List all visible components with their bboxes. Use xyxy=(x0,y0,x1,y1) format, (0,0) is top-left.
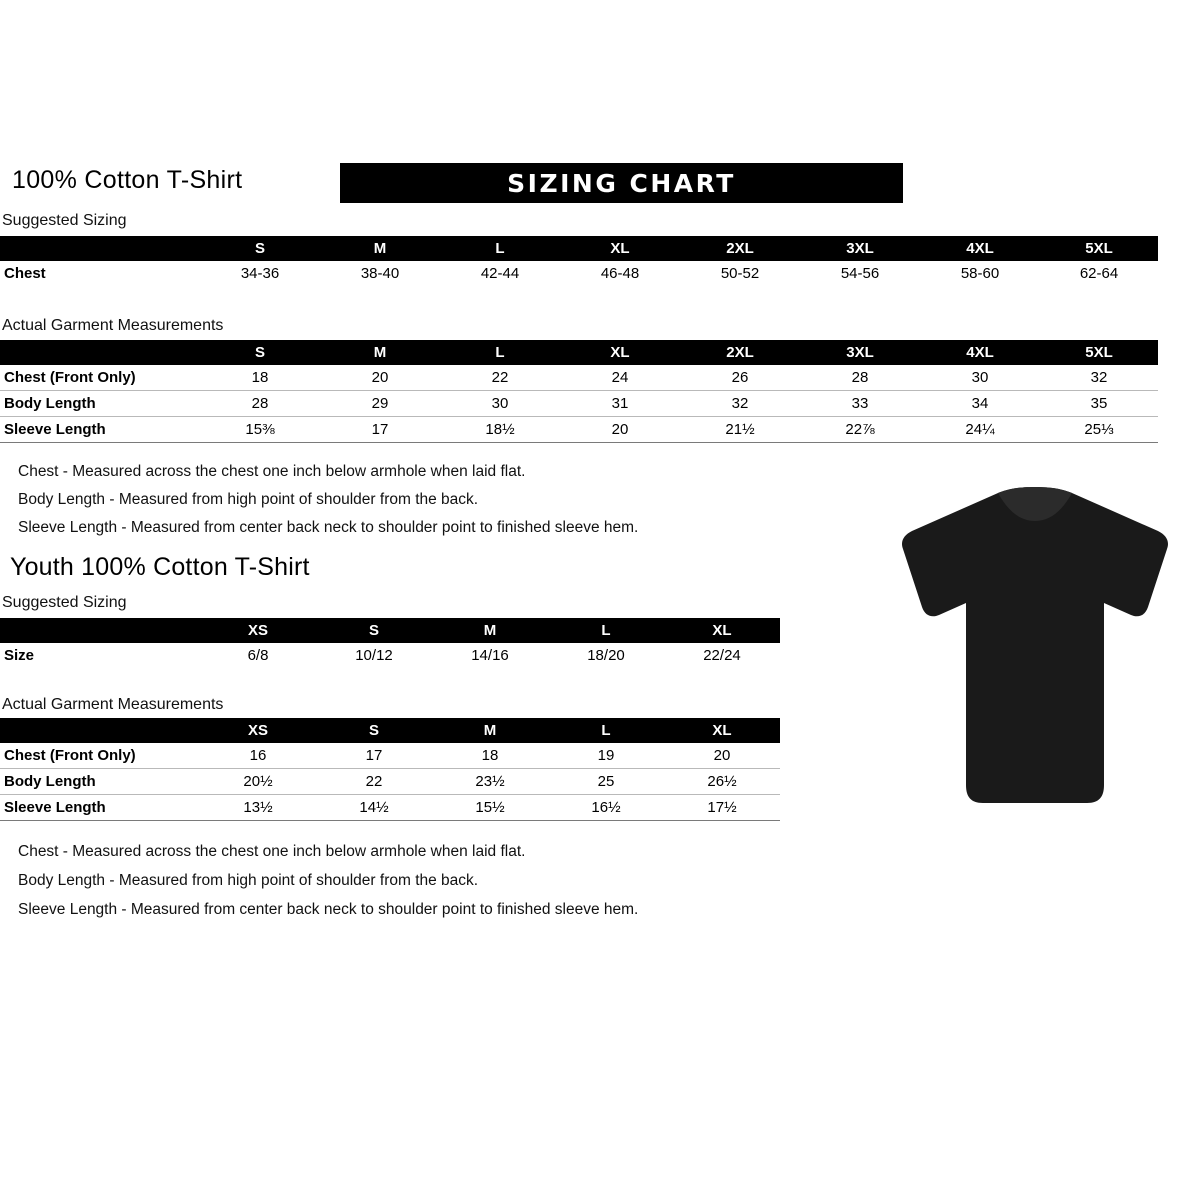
adult-suggested-sizing-table xyxy=(0,236,1158,286)
table-row xyxy=(0,795,780,821)
column-header xyxy=(0,618,200,643)
table-cell: 38-40 xyxy=(360,265,400,282)
column-header: M xyxy=(432,618,548,643)
youth-note-chest: Chest - Measured across the chest one inch below armhole when laid flat. xyxy=(18,843,526,860)
table-header-row xyxy=(0,618,780,643)
column-header: M xyxy=(320,236,440,261)
table-cell: 13½ xyxy=(200,795,316,821)
adult-suggested-sizing-label: Suggested Sizing xyxy=(2,212,127,229)
table-cell: 16½ xyxy=(548,795,664,821)
table-cell: 24¼ xyxy=(920,417,1040,443)
table-header-row xyxy=(0,236,1158,261)
column-header: L xyxy=(440,236,560,261)
table-cell: 42-44 xyxy=(480,265,520,282)
column-header: XS xyxy=(200,718,316,743)
table-cell: 22⅞ xyxy=(800,417,920,443)
table-cell: 10/12 xyxy=(355,647,393,664)
table-row xyxy=(0,769,780,795)
table-cell: 17 xyxy=(316,743,432,769)
youth-section-title: Youth 100% Cotton T-Shirt xyxy=(10,553,310,581)
adult-actual-measurements-label: Actual Garment Measurements xyxy=(2,317,224,334)
table-cell: 14/16 xyxy=(471,647,509,664)
adult-actual-measurements-table xyxy=(0,340,1158,443)
table-cell: 15⅜ xyxy=(200,417,320,443)
table-cell: 28 xyxy=(200,391,320,417)
row-label: Size xyxy=(4,647,35,664)
column-header: 4XL xyxy=(920,236,1040,261)
table-cell: 33 xyxy=(800,391,920,417)
table-cell: 18 xyxy=(432,743,548,769)
table-cell: 16 xyxy=(200,743,316,769)
column-header: 2XL xyxy=(680,340,800,365)
row-label: Sleeve Length xyxy=(0,795,200,821)
column-header xyxy=(0,718,200,743)
table-cell: 25 xyxy=(548,769,664,795)
table-cell: 25⅓ xyxy=(1040,417,1158,443)
table-cell: 26½ xyxy=(664,769,780,795)
column-header: S xyxy=(316,618,432,643)
table-cell: 20 xyxy=(664,743,780,769)
tshirt-icon xyxy=(890,485,1180,815)
column-header: M xyxy=(432,718,548,743)
column-header: XL xyxy=(560,236,680,261)
youth-suggested-sizing-table xyxy=(0,618,780,668)
row-label: Sleeve Length xyxy=(0,417,200,443)
table-cell: 14½ xyxy=(316,795,432,821)
table-cell: 20½ xyxy=(200,769,316,795)
table-cell: 15½ xyxy=(432,795,548,821)
column-header xyxy=(0,340,200,365)
table-cell: 31 xyxy=(560,391,680,417)
table-cell: 19 xyxy=(548,743,664,769)
youth-note-body-length: Body Length - Measured from high point of shoulder from the back. xyxy=(18,872,479,889)
table-cell: 6/8 xyxy=(247,647,269,664)
column-header: 5XL xyxy=(1040,340,1158,365)
table-cell: 22/24 xyxy=(703,647,741,664)
tshirt-illustration xyxy=(890,485,1180,815)
table-cell: 34-36 xyxy=(240,265,280,282)
youth-actual-measurements-label: Actual Garment Measurements xyxy=(2,696,224,713)
table-header-row xyxy=(0,340,1158,365)
table-cell: 32 xyxy=(1040,365,1158,391)
table-cell: 62-64 xyxy=(1079,265,1119,282)
table-row xyxy=(0,365,1158,391)
adult-note-chest: Chest - Measured across the chest one inch below armhole when laid flat. xyxy=(18,463,526,480)
column-header: L xyxy=(548,718,664,743)
table-cell: 17 xyxy=(320,417,440,443)
table-cell: 34 xyxy=(920,391,1040,417)
column-header: S xyxy=(200,340,320,365)
table-cell: 20 xyxy=(320,365,440,391)
table-header-row xyxy=(0,718,780,743)
table-cell: 28 xyxy=(800,365,920,391)
table-cell: 18½ xyxy=(440,417,560,443)
row-label: Body Length xyxy=(0,391,200,417)
table-row xyxy=(0,743,780,769)
column-header: XL xyxy=(560,340,680,365)
adult-note-sleeve-length: Sleeve Length - Measured from center back neck to shoulder point to finished sleeve hem. xyxy=(18,519,639,536)
table-cell: 22 xyxy=(440,365,560,391)
column-header: L xyxy=(440,340,560,365)
column-header: 2XL xyxy=(680,236,800,261)
column-header: M xyxy=(320,340,440,365)
table-cell: 22 xyxy=(316,769,432,795)
table-cell: 58-60 xyxy=(960,265,1000,282)
table-cell: 30 xyxy=(440,391,560,417)
table-cell: 17½ xyxy=(664,795,780,821)
column-header: S xyxy=(316,718,432,743)
adult-section-title: 100% Cotton T-Shirt xyxy=(12,166,243,194)
sizing-chart-banner xyxy=(340,163,903,203)
youth-actual-measurements-table xyxy=(0,718,780,821)
youth-suggested-sizing-label: Suggested Sizing xyxy=(2,594,127,611)
table-cell: 24 xyxy=(560,365,680,391)
column-header xyxy=(0,236,200,261)
column-header: S xyxy=(200,236,320,261)
column-header: XL xyxy=(664,718,780,743)
youth-note-sleeve-length: Sleeve Length - Measured from center back neck to shoulder point to finished sleeve hem. xyxy=(18,901,639,918)
row-label: Chest (Front Only) xyxy=(0,365,200,391)
column-header: L xyxy=(548,618,664,643)
column-header: XL xyxy=(664,618,780,643)
table-row xyxy=(0,643,780,668)
column-header: 4XL xyxy=(920,340,1040,365)
table-cell: 35 xyxy=(1040,391,1158,417)
table-cell: 46-48 xyxy=(600,265,640,282)
table-cell: 54-56 xyxy=(840,265,880,282)
table-cell: 18 xyxy=(200,365,320,391)
table-row xyxy=(0,391,1158,417)
row-label: Chest (Front Only) xyxy=(0,743,200,769)
column-header: XS xyxy=(200,618,316,643)
row-label: Chest xyxy=(4,265,46,282)
table-row xyxy=(0,261,1158,286)
table-cell: 20 xyxy=(560,417,680,443)
table-cell: 21½ xyxy=(680,417,800,443)
table-row xyxy=(0,417,1158,443)
column-header: 5XL xyxy=(1040,236,1158,261)
table-cell: 30 xyxy=(920,365,1040,391)
column-header: 3XL xyxy=(800,340,920,365)
table-cell: 50-52 xyxy=(720,265,760,282)
column-header: 3XL xyxy=(800,236,920,261)
table-cell: 26 xyxy=(680,365,800,391)
table-cell: 23½ xyxy=(432,769,548,795)
table-cell: 29 xyxy=(320,391,440,417)
adult-note-body-length: Body Length - Measured from high point of shoulder from the back. xyxy=(18,491,479,508)
table-cell: 32 xyxy=(680,391,800,417)
sizing-chart-banner-label: SIZING CHART xyxy=(507,168,736,198)
table-cell: 18/20 xyxy=(587,647,625,664)
row-label: Body Length xyxy=(0,769,200,795)
